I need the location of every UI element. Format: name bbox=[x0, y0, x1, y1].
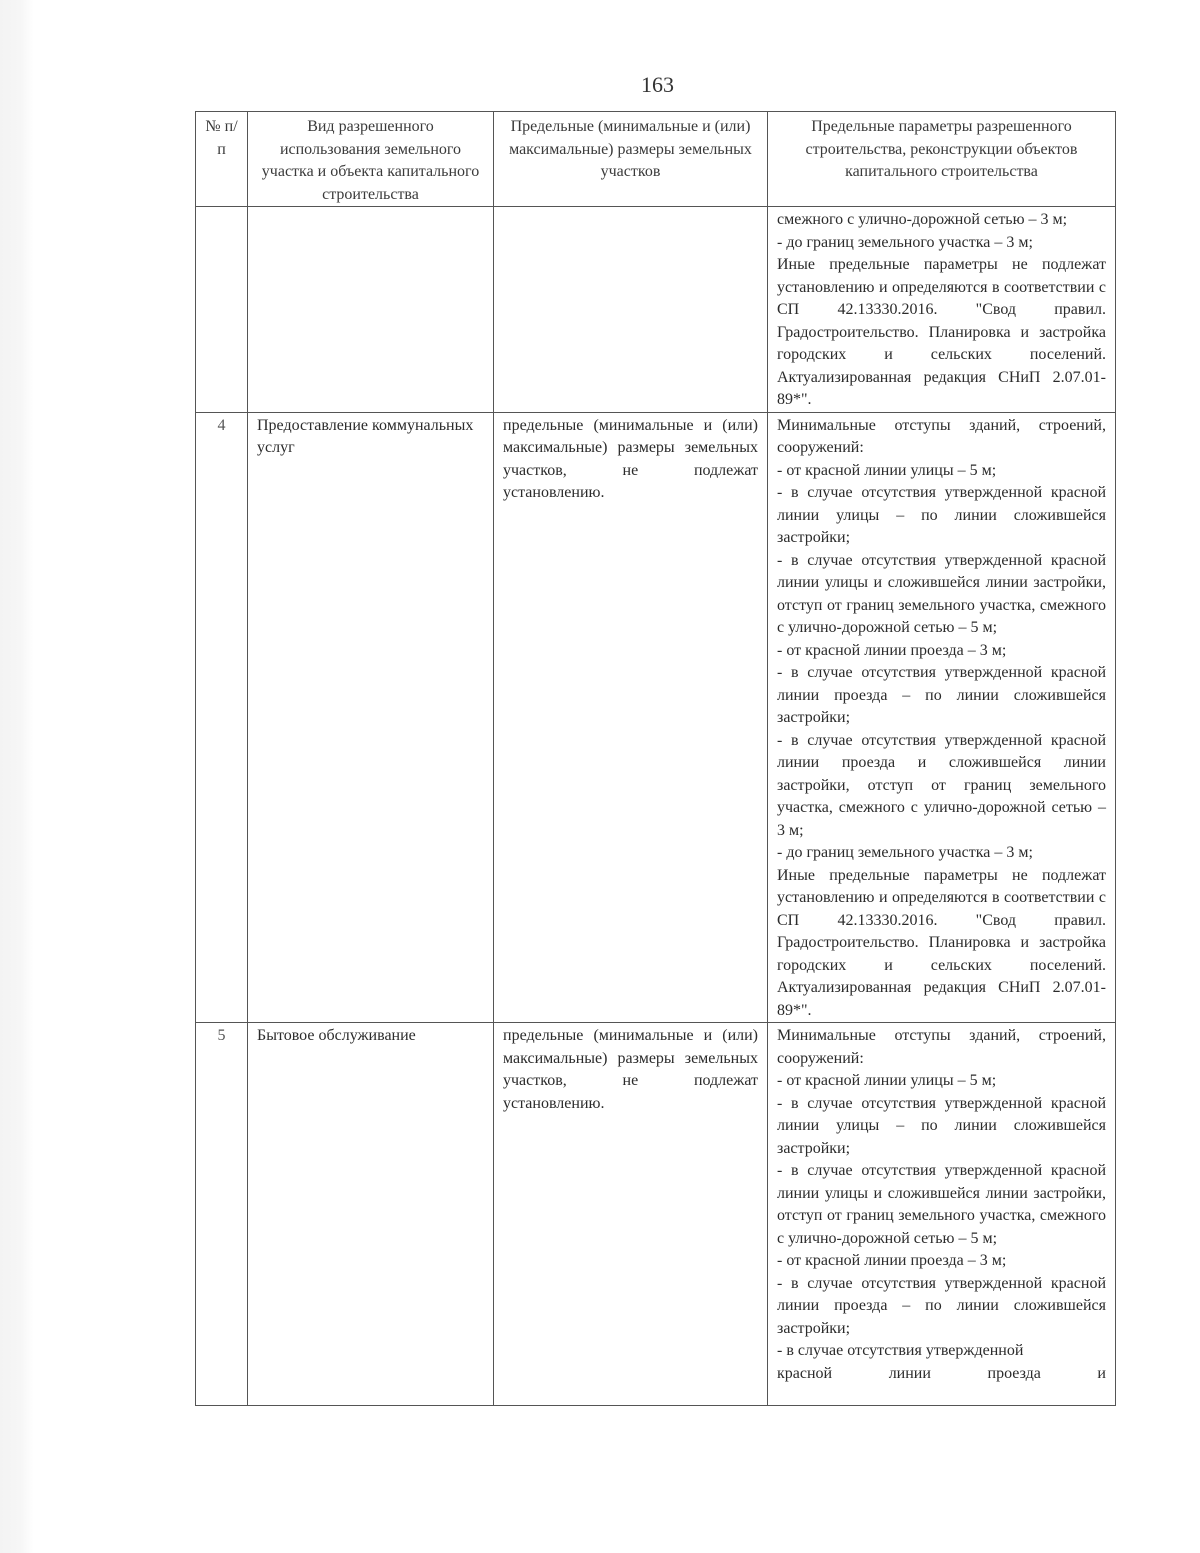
row-usage-kind: Предоставление коммунальных услуг bbox=[248, 412, 494, 1023]
row-plot-size bbox=[494, 207, 768, 413]
row-construction-params bbox=[768, 1023, 1116, 1406]
header-number: № п/п bbox=[196, 112, 248, 207]
row-usage-kind: Бытовое обслуживание bbox=[248, 1023, 494, 1406]
table-row bbox=[196, 412, 1116, 1023]
table-header-row bbox=[196, 112, 1116, 207]
row-construction-params: Минимальные отступы зданий, строений, сооружений: - от красной линии улицы – 5 м; - в случае отсутствия утвержденной красной линии улицы – по линии сложившейся застройки; - в случае отсутствия утвержденной красной линии улицы и сложившейся линии застройки, отступ от границ земельного участка, смежного с улично-дорожной сетью – 5 м; - от красной линии проезда – 3 м; - в случае отсутствия утвержденной красной линии проезда – по линии сложившейся застройки; - в случае отсутствия утвержденной красной линии проезда и сложившейся линии застройки, отступ от границ земельного участка, смежного с улично-дорожной сетью – 3 м; - до границ земельного участка – 3 м; Иные предельные параметры не подлежат установлению и определяются в соответствии с СП 42.13330.2016. "Свод правил. Градостроительство. Планировка и застройка городских и сельских поселений. Актуализированная редакция СНиП 2.07.01-89*". bbox=[768, 412, 1116, 1023]
header-construction-params: Предельные параметры разрешенного строительства, реконструкции объектов капитального строительства bbox=[768, 112, 1116, 207]
row-construction-params: смежного с улично-дорожной сетью – 3 м; - до границ земельного участка – 3 м; Иные предельные параметры не подлежат установлению и определяются в соответствии с СП 42.13330.2016. "Свод правил. Градостроительство. Планировка и застройка городских и сельских поселений. Актуализированная редакция СНиП 2.07.01-89*". bbox=[768, 207, 1116, 413]
params-text-last-line: красной линии проезда и bbox=[777, 1364, 1106, 1382]
row-number: 4 bbox=[196, 412, 248, 1023]
page-number: 163 bbox=[641, 72, 674, 97]
header-plot-size: Предельные (минимальные и (или) максимальные) размеры земельных участков bbox=[494, 112, 768, 207]
row-number: 5 bbox=[196, 1023, 248, 1406]
row-number bbox=[196, 207, 248, 413]
header-usage-kind: Вид разрешенного использования земельного участка и объекта капитального строительства bbox=[248, 112, 494, 207]
regulations-table bbox=[195, 111, 1116, 1406]
row-usage-kind bbox=[248, 207, 494, 413]
table-row bbox=[196, 1023, 1116, 1406]
row-plot-size: предельные (минимальные и (или) максимальные) размеры земельных участков, не подлежат установлению. bbox=[494, 412, 768, 1023]
scan-edge bbox=[0, 0, 34, 1553]
params-text: Минимальные отступы зданий, строений, сооружений: - от красной линии улицы – 5 м; - в случае отсутствия утвержденной красной линии улицы – по линии сложившейся застройки; - в случае отсутствия утвержденной красной линии улицы и сложившейся линии застройки, отступ от границ земельного участка, смежного с улично-дорожной сетью – 5 м; - от красной линии проезда – 3 м; - в случае отсутствия утвержденной красной линии проезда – по линии сложившейся застройки; - в случае отсутствия утвержденной bbox=[777, 1027, 1106, 1359]
row-plot-size: предельные (минимальные и (или) максимальные) размеры земельных участков, не подлежат установлению. bbox=[494, 1023, 768, 1406]
table-row bbox=[196, 207, 1116, 413]
